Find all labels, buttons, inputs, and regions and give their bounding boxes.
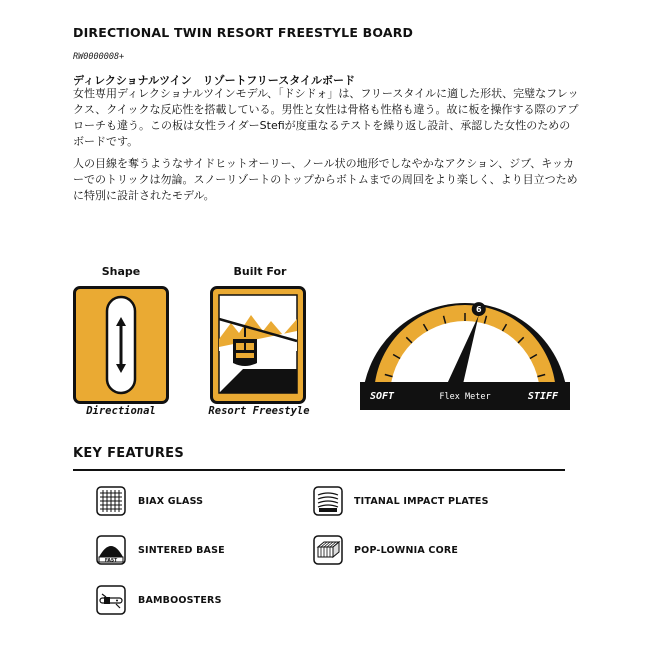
flex-soft-label: SOFT <box>370 391 395 402</box>
shape-tile <box>73 286 169 404</box>
product-code: RW0000008+ <box>73 52 125 62</box>
built-for-value: Resort Freestyle <box>208 405 310 417</box>
flex-meter-label: Flex Meter <box>439 392 491 402</box>
key-features-divider <box>73 469 565 471</box>
shape-heading: Shape <box>101 265 141 278</box>
shape-value: Directional <box>86 405 156 417</box>
sintered-base-icon-text: FAST <box>104 558 118 564</box>
description-paragraph-1: 女性専用ディレクショナルツインモデル、「ドシドォ」は、フリースタイルに適した形状、完璧なフレックス、クイックな反応性を搭載している。男性と女性は骨格も性格も違う。故に板を操作する際のアプローチも違う。この板は女性ライダーStefiが度重なるテストを繰り返し設計、承認した女性のためのボードです。 <box>73 87 579 148</box>
bamboosters-icon <box>96 585 126 615</box>
product-title: DIRECTIONAL TWIN RESORT FREESTYLE BOARD <box>73 25 414 40</box>
poplownia-core-icon <box>313 535 343 565</box>
flex-meter <box>360 292 570 410</box>
flex-rating-value: 6 <box>475 305 482 315</box>
snowboard-shape-icon <box>76 289 166 401</box>
built-for-heading: Built For <box>233 265 287 278</box>
gondola-icon <box>213 289 303 401</box>
key-features-heading: KEY FEATURES <box>73 446 184 461</box>
feature-label-poplownia-core: POP-LOWNIA CORE <box>354 545 459 556</box>
jp-heading: ディレクショナルツイン リゾートフリースタイルボード <box>73 74 356 87</box>
feature-label-sintered-base: SINTERED BASE <box>138 545 225 556</box>
feature-label-biax-glass: BIAX GLASS <box>138 496 204 507</box>
description-paragraph-2: 人の目線を奪うようなサイドヒットオーリー、ノール状の地形でしなやかなアクション、ジブ、キッカーでのトリックは勿論。スノーリゾートのトップからボトムまでの周回をより楽しく、より目立つために特別に設計されたモデル。 <box>73 157 578 202</box>
feature-label-bamboosters: BAMBOOSTERS <box>138 595 222 606</box>
feature-label-titanal-impact-plates: TITANAL IMPACT PLATES <box>354 496 489 507</box>
sintered-base-icon <box>96 535 126 565</box>
built-for-tile <box>210 286 306 404</box>
titanal-plates-icon <box>313 486 343 516</box>
flex-stiff-label: STIFF <box>527 391 558 402</box>
biax-glass-icon <box>96 486 126 516</box>
